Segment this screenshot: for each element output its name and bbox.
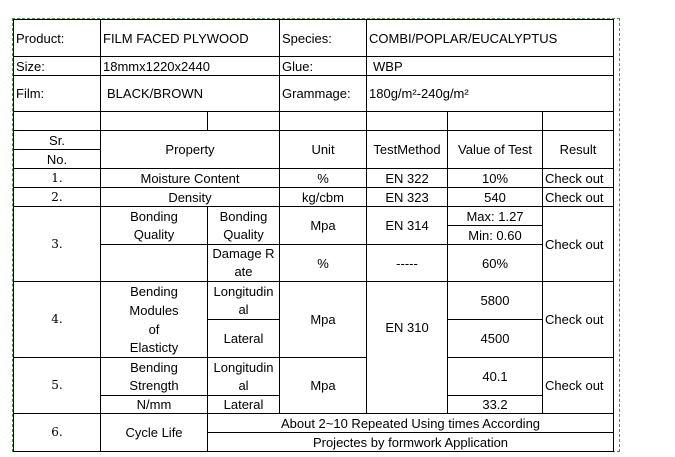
col-property: Property: [101, 131, 280, 169]
row-number: 3.: [14, 207, 101, 282]
value-cell: 4500: [448, 320, 543, 358]
result-cell: Check out: [543, 207, 614, 282]
result-cell: Check out: [543, 188, 614, 207]
col-result: Result: [543, 131, 614, 169]
size-value: 18mmx1220x2440: [101, 57, 280, 76]
table-row: [14, 358, 614, 377]
lateral-cell: Lateral: [208, 320, 280, 358]
col-unit: Unit: [280, 131, 367, 169]
unit-cell: %: [280, 169, 367, 188]
property-cell: Bonding: [101, 207, 208, 226]
method-cell: EN 314: [367, 207, 448, 245]
cycle-life-line-1: About 2~10 Repeated Using times According: [208, 414, 614, 433]
table-row: [14, 207, 614, 226]
method-cell: EN 323: [367, 188, 448, 207]
result-cell: Check out: [543, 358, 614, 414]
glue-value: WBP: [367, 57, 614, 76]
glue-label: Glue:: [280, 57, 367, 76]
row-number: 5.: [14, 358, 101, 414]
spec-table: [13, 19, 614, 452]
longitudinal-cell: Longitudinal: [208, 282, 280, 320]
unit-cell: kg/cbm: [280, 188, 367, 207]
col-no: No.: [14, 150, 101, 169]
blank-cell: [101, 112, 208, 131]
property-cell: Density: [101, 188, 280, 207]
grammage-label: Grammage:: [280, 76, 367, 112]
property-cell: Bending: [101, 282, 208, 301]
grammage-value: 180g/m²-240g/m²: [367, 76, 614, 112]
row-number: 2.: [14, 188, 101, 207]
property-cell: Bending: [101, 358, 208, 377]
blank-cell: [543, 112, 614, 131]
row-number: 1.: [14, 169, 101, 188]
blank-cell: [280, 112, 367, 131]
property-cell: Quality: [101, 226, 208, 245]
blank-cell: [367, 112, 448, 131]
result-cell: Check out: [543, 169, 614, 188]
property-cell: N/mm: [101, 396, 208, 414]
unit-cell: Mpa: [280, 207, 367, 245]
value-max-cell: Max: 1.27: [448, 207, 543, 226]
unit-cell: Mpa: [280, 358, 367, 414]
product-label: Product:: [14, 20, 101, 57]
method-cell: EN 310: [367, 282, 448, 414]
blank-cell: [448, 112, 543, 131]
property-cell: of: [101, 320, 208, 339]
product-value: FILM FACED PLYWOOD: [101, 20, 280, 57]
property-cell: Elasticty: [101, 339, 208, 358]
film-label: Film:: [14, 76, 101, 112]
result-cell: Check out: [543, 282, 614, 358]
value-cell: 33.2: [448, 396, 543, 414]
cycle-life-line-2: Projectes by formwork Application: [208, 433, 614, 452]
size-label: Size:: [14, 57, 101, 76]
property-cell: Moisture Content: [101, 169, 280, 188]
sub-property-cell: Bonding: [208, 207, 280, 226]
blank-cell: [208, 112, 280, 131]
row-number: 4.: [14, 282, 101, 358]
longitudinal-cell: Longitudinal: [208, 358, 280, 396]
table-row: [14, 169, 614, 188]
method-cell: EN 322: [367, 169, 448, 188]
spec-sheet: [12, 18, 620, 452]
unit-cell: Mpa: [280, 282, 367, 358]
table-row: [14, 188, 614, 207]
blank-cell: [14, 112, 101, 131]
value-cell: 60%: [448, 245, 543, 282]
value-min-cell: Min: 0.60: [448, 226, 543, 245]
value-cell: 540: [448, 188, 543, 207]
property-cell: Cycle Life: [101, 414, 208, 452]
sub-property-cell: Quality: [208, 226, 280, 245]
blank-cell: [101, 245, 208, 282]
table-row: [14, 282, 614, 301]
col-value-of-test: Value of Test: [448, 131, 543, 169]
method-cell: -----: [367, 245, 448, 282]
property-cell: Modules: [101, 301, 208, 320]
property-cell: Strength: [101, 377, 208, 396]
species-label: Species:: [280, 20, 367, 57]
table-row: [14, 414, 614, 433]
value-cell: 5800: [448, 282, 543, 320]
col-test-method: TestMethod: [367, 131, 448, 169]
lateral-cell: Lateral: [208, 396, 280, 414]
value-cell: 40.1: [448, 358, 543, 396]
damage-rate-cell: Damage Rate: [208, 245, 280, 282]
species-value: COMBI/POPLAR/EUCALYPTUS: [367, 20, 614, 57]
value-cell: 10%: [448, 169, 543, 188]
film-value: BLACK/BROWN: [101, 76, 280, 112]
row-number: 6.: [14, 414, 101, 452]
col-sr: Sr.: [14, 131, 101, 150]
unit-cell: %: [280, 245, 367, 282]
